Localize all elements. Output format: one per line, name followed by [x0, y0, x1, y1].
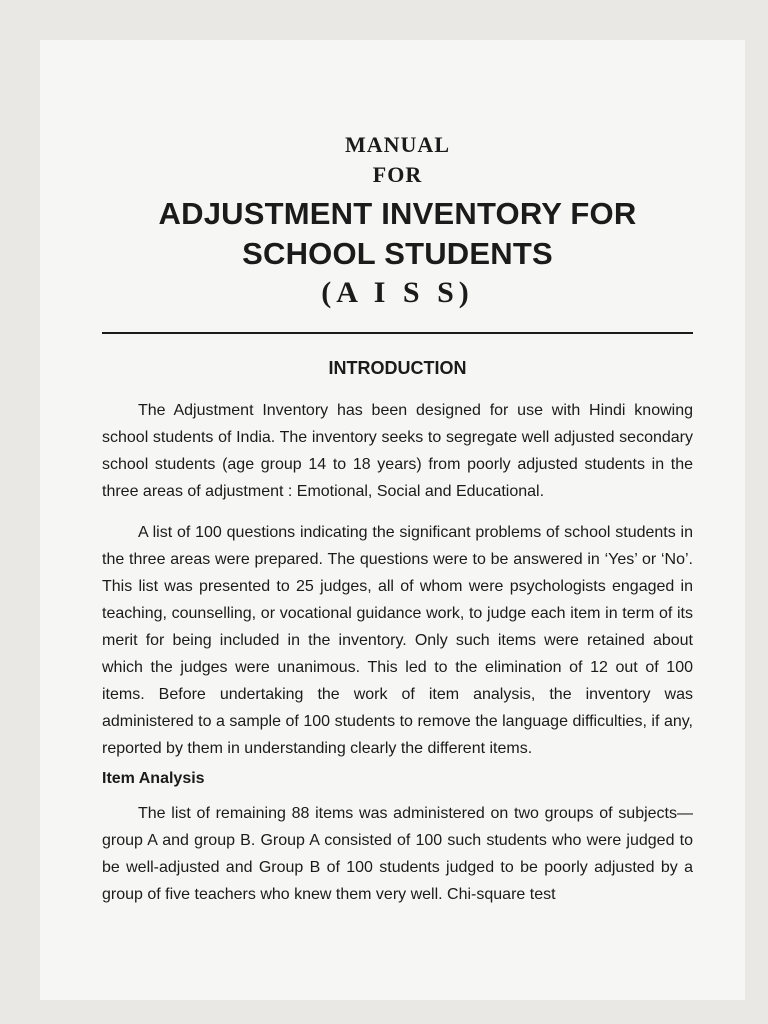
- manual-label: MANUAL: [345, 132, 450, 157]
- for-label: FOR: [372, 162, 423, 187]
- horizontal-rule: [102, 332, 693, 334]
- item-analysis-paragraph: The list of remaining 88 items was administered on two groups of subjects—group A and group B. Group A consisted of 100 such students who were judged to be well-adjusted and Group B of 100 students judged to be poorly adjusted by a group of five teachers who knew them very well. Chi-square test: [102, 805, 693, 903]
- title-abbreviation: (A I S S): [321, 276, 474, 309]
- intro-paragraph-1: The Adjustment Inventory has been designed for use with Hindi knowing school students of India. The inventory seeks to segregate well adjusted secondary school students (age group 14 to 18 years) from poorly adjusted students in the three areas of adjustment : Emotional, Social and Educational.: [102, 402, 693, 500]
- title-line-1: ADJUSTMENT INVENTORY FOR: [158, 196, 637, 231]
- intro-paragraph-2: A list of 100 questions indicating the significant problems of school students in the three areas were prepared. The questions were to be answered in ‘Yes’ or ‘No’. This list was presented to 25 judges, all of whom were psychologists engaged in teaching, counselling, or vocational guidance work, to judge each item in term of its merit for being included in the inventory. Only such items were retained about which the judges were unanimous. This led to the elimination of 12 out of 100 items. Before undertaking the work of item analysis, the inventory was administered to a sample of 100 students to remove the language difficulties, if any, reported by them in understanding clearly the different items.: [102, 524, 693, 757]
- title-line-2: SCHOOL STUDENTS: [242, 236, 553, 271]
- introduction-heading: INTRODUCTION: [328, 358, 467, 378]
- document-page: [40, 40, 745, 1000]
- item-analysis-heading: Item Analysis: [102, 770, 205, 787]
